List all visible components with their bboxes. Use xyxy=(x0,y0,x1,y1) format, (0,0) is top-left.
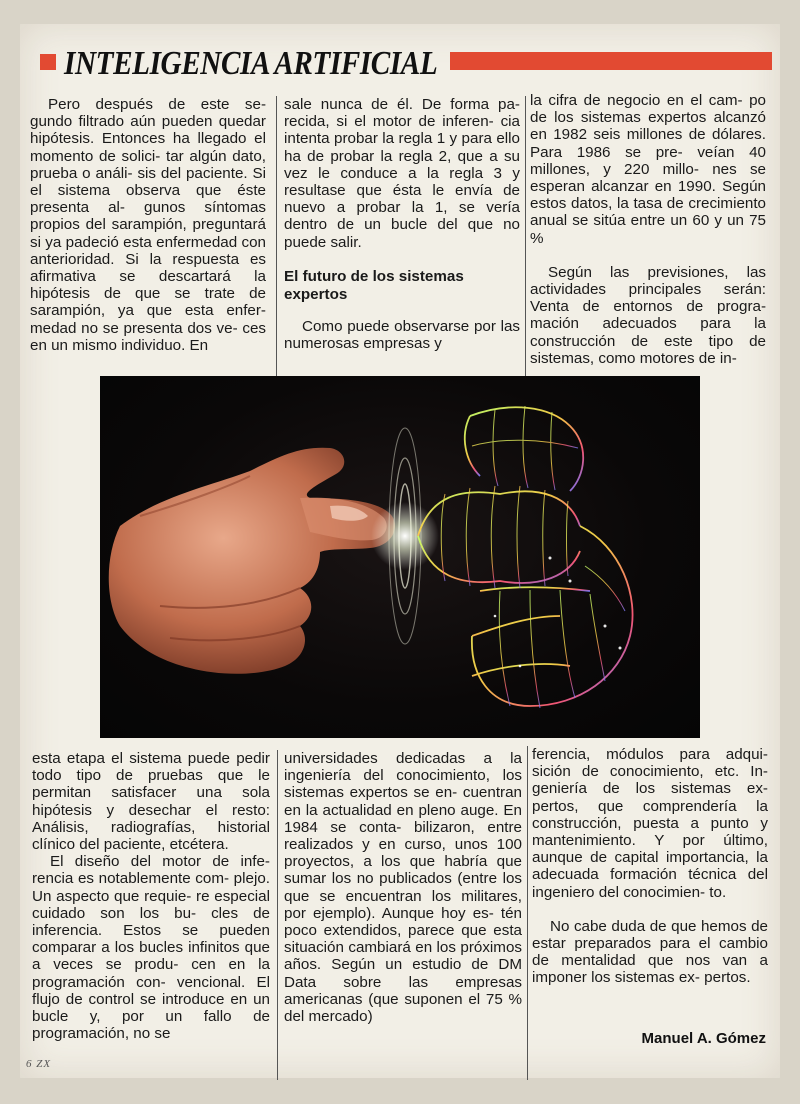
column-rule xyxy=(276,96,277,396)
paragraph: esta etapa el sistema puede pedir todo tipo de pruebas que le permitan satisfacer una sola hipótesis y desechar el resto: Análisis, radiografías, historial clínico del paciente, etcétera. xyxy=(32,750,270,854)
header-red-bar xyxy=(450,52,772,70)
paragraph: Según las previsiones, las actividades principales serán: Venta de entornos de progra- mación adecuados para la construcción de este tipo de sistemas, como motores de in- xyxy=(530,263,766,367)
paragraph: la cifra de negocio en el cam- po de los sistemas expertos alcanzó en 1982 seis millones de dólares. Para 1986 se pre- veían 40 millones, y 220 millo- nes se esperan alcanzar en 1990. Según estos datos, la tasa de crecimiento anual se sitúa entre un 60 y un 75 % xyxy=(530,92,766,247)
paragraph: sale nunca de él. De forma pa- recida, si el motor de inferen- cia intenta probar la regla 1 y para ello ha de probar la regla 2, que a su vez le conduce a la regla 3 y resultase que ésta le envía de nuevo a probar la 1, se vería dentro de un bucle del que no puede salir. xyxy=(284,96,520,251)
paragraph: Pero después de este se- gundo filtrado aún pueden quedar hipótesis. Entonces ha llegado el momento de solici- tar algún dato, prueba o análi- sis del paciente. Si el sistema observa que éste presenta al- gunos síntomas propios del sarampión, preguntará si ya padeció esta enfermedad con anterioridad. Si la respuesta es afirmativa se descartará la hipótesis de que se trate de sarampión, ya que esta enfer- medad no se presenta dos ve- ces en un mismo individuo. En xyxy=(30,96,266,354)
page-folio: 6 ZX xyxy=(26,1058,52,1070)
column-3 xyxy=(530,92,766,396)
illustration-svg xyxy=(100,376,700,738)
paragraph: El diseño del motor de infe- rencia es notablemente com- plejo. Un aspecto que requie- re especial cuidado son los bu- cles de inferencia. Estos se pueden comparar a los bucles infinitos que a veces se produ- cen en la programación con- vencional. El flujo de control se introduce en un bucle y, por un fallo de programación, no se xyxy=(32,853,270,1043)
author-signature: Manuel A. Gómez xyxy=(641,1030,766,1047)
column-6 xyxy=(532,746,768,1046)
column-5 xyxy=(284,750,522,1080)
column-2 xyxy=(284,96,520,396)
column-rule xyxy=(525,96,526,396)
section-header xyxy=(30,44,776,84)
section-title: INTELIGENCIA ARTIFICIAL xyxy=(64,45,438,82)
paragraph: universidades dedicadas a la ingeniería del conocimiento, los sistemas expertos se en- cuentran en la actualidad en pleno auge. En 1984 se conta- bilizaron, entre realizados y en curso, unos 100 proyectos, a los que habría que sumar los no publicados (entre los que se encuentran los militares, por ejemplo). Aunque hoy es- tén poco extendidos, parece que esta situación cambiará en los próximos años. Según un estudio de DM Data sobre las empresas americanas (que suponen el 75 % del mercado) xyxy=(284,750,522,1026)
column-rule xyxy=(527,746,528,1080)
paragraph: No cabe duda de que hemos de estar preparados para el cambio de mentalidad que nos van a imponer los sistemas ex- pertos. xyxy=(532,917,768,987)
column-rule xyxy=(277,750,278,1080)
paragraph: ferencia, módulos para adqui- sición de conocimiento, etc. In- geniería de los sistemas ex- pertos, que comprendería la construcción, puesta a punto y mantenimiento. Y por último, aunque de capital importancia, la adecuada formación técnica del ingeniero del conocimien- to. xyxy=(532,746,768,901)
magazine-page xyxy=(20,24,780,1078)
paragraph: Como puede observarse por las numerosas empresas y xyxy=(284,317,520,353)
subheading: El futuro de los sistemas expertos xyxy=(284,267,464,303)
header-marker-square xyxy=(40,54,56,70)
column-4 xyxy=(32,750,270,1080)
illustration-hand-and-wireframe-hand xyxy=(100,376,700,738)
column-1 xyxy=(30,96,266,396)
